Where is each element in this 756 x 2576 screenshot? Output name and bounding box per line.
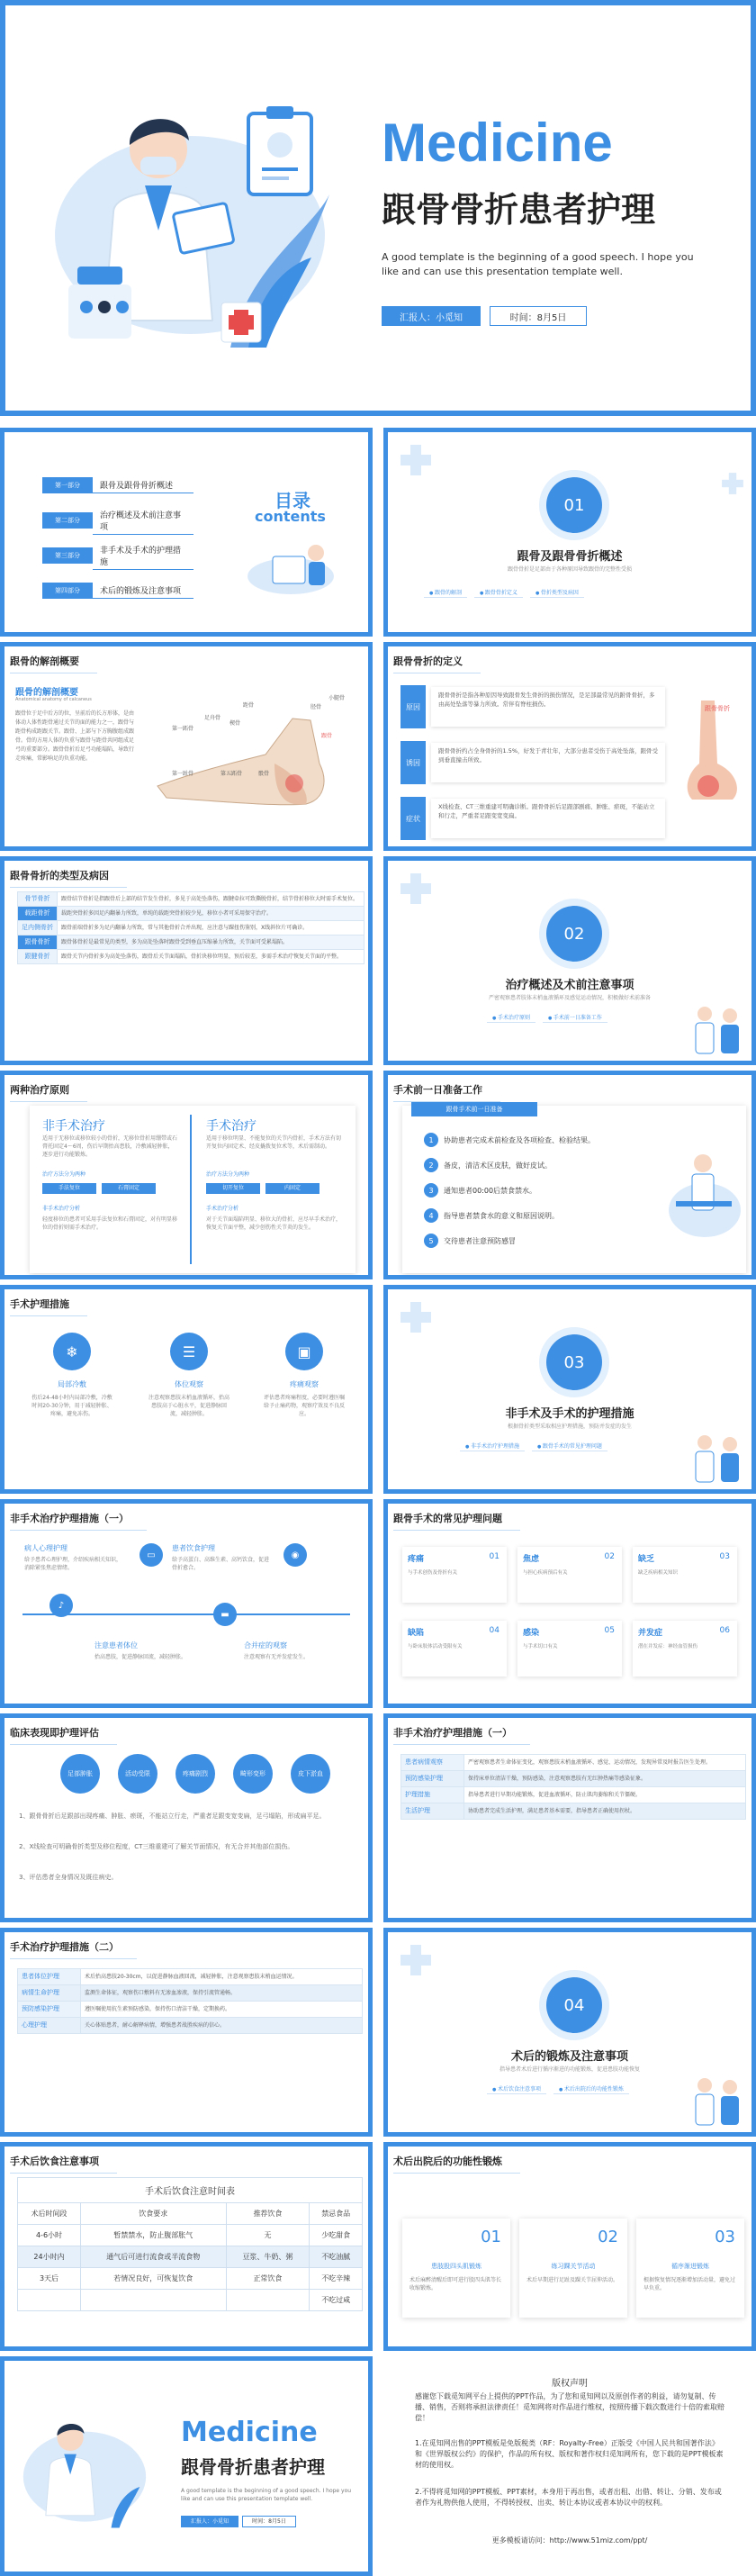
slide-section-03[interactable] bbox=[383, 1285, 756, 1494]
toc-badge: 第三部分 bbox=[42, 547, 93, 564]
problem-card bbox=[633, 1621, 737, 1677]
problem-card bbox=[518, 1547, 622, 1603]
definition-badge: 症状 bbox=[400, 797, 426, 840]
measure-title: 体位观察 bbox=[175, 1380, 203, 1388]
problem-card bbox=[633, 1547, 737, 1603]
exercise-text: 根据恢复情况逐渐增加活动量，避免过早负重。 bbox=[644, 2277, 736, 2291]
bone-label: 足舟骨 bbox=[204, 715, 221, 721]
problem-number: 06 bbox=[719, 1626, 730, 1635]
table-cell: 24小时内 bbox=[18, 2246, 81, 2268]
symptom-bubble: 活动受限 bbox=[118, 1754, 158, 1794]
slide-header: 非手术治疗护理措施（一） bbox=[393, 1727, 512, 1739]
step-text: 协助患者完成术前检查及各项检查、检验结果。 bbox=[444, 1135, 595, 1144]
slide-header: 两种治疗原则 bbox=[10, 1084, 69, 1096]
section-subtitle: 根据骨折类型采取相应护理措施，预防并发症的发生 bbox=[507, 1424, 632, 1430]
cover-title-en: Medicine bbox=[382, 113, 613, 173]
anatomy-title: 跟骨的解剖概要 bbox=[15, 688, 78, 698]
section-title: 术后的锻炼及注意事项 bbox=[510, 2050, 628, 2064]
table-row bbox=[401, 1771, 746, 1787]
slide-section-01[interactable] bbox=[383, 428, 756, 637]
tag: ● 手术前一日准备工作 bbox=[543, 1012, 608, 1023]
table-cell: 无 bbox=[226, 2225, 310, 2246]
slide-toc[interactable] bbox=[0, 428, 373, 637]
table-cell: 心理护理 bbox=[18, 2018, 81, 2034]
table-cell: 少吃甜食 bbox=[310, 2225, 363, 2246]
image-icon: ▣ bbox=[285, 1333, 323, 1370]
toc-subtitle: contents bbox=[255, 508, 326, 525]
copyright-rule-2: 2.不得将觅知网的PPT模板、PPT素材，本身用于再出售，或者出租、出借、转让、分销、发布或者作为礼物供他人使用，不得转授权、出卖、转让本协议或者本协议中的权利。 bbox=[415, 2488, 722, 2507]
timeline-line bbox=[22, 1613, 350, 1615]
non-surgical-text2: 轻度移位的患者可采用手法复位和石膏固定，对有明显移位的骨折则需手术治疗。 bbox=[42, 1216, 178, 1231]
step-text: 备皮，清洁术区皮肤，做好皮试。 bbox=[444, 1161, 552, 1170]
tag: ● 非手术治疗护理措施 bbox=[460, 1441, 525, 1451]
copyright-title: 版权声明 bbox=[552, 2379, 588, 2389]
foot-bone-illustration bbox=[140, 700, 356, 836]
cross-decor bbox=[722, 473, 743, 494]
section-tags bbox=[424, 587, 584, 598]
preop-step: 5 交待患者注意预防感冒 bbox=[424, 1234, 516, 1248]
table-cell: 协助患者完成生活护理，满足患者基本需要，指导患者正确使用拐杖。 bbox=[464, 1803, 746, 1820]
cover-time: 时间：8月5日 bbox=[490, 306, 587, 326]
table-title: 手术后饮食注意时间表 bbox=[18, 2178, 363, 2203]
table-cell: 不吃油腻 bbox=[310, 2246, 363, 2268]
bone-label: 楔骨 bbox=[230, 720, 241, 727]
table-cell: 骨节骨折 bbox=[18, 892, 58, 907]
table-cell: 豆浆、牛奶、粥 bbox=[226, 2246, 310, 2268]
table-cell: 4-6小时 bbox=[18, 2225, 81, 2246]
toc-label: 治疗概述及术前注意事项 bbox=[93, 507, 194, 535]
section-title: 治疗概述及术前注意事项 bbox=[505, 979, 634, 992]
column-header: 术后时间段 bbox=[18, 2203, 81, 2225]
table-row bbox=[18, 935, 364, 950]
table-cell: 不吃过咸 bbox=[310, 2290, 363, 2311]
section-number: 03 bbox=[546, 1334, 602, 1390]
table-cell: 生活护理 bbox=[401, 1803, 464, 1820]
bone-label: 第五跖骨 bbox=[220, 771, 243, 777]
problem-card bbox=[518, 1621, 622, 1677]
tag: ● 手术治疗原则 bbox=[487, 1012, 536, 1023]
slide-clinical[interactable] bbox=[0, 1713, 373, 1922]
exercise-text: 术后麻醉清醒后即可进行股四头肌等长收缩锻炼。 bbox=[410, 2277, 502, 2291]
nonop-node-title: 病人心理护理 bbox=[24, 1544, 68, 1552]
bone-label: 距骨 bbox=[243, 702, 255, 709]
table-cell: 护理措施 bbox=[401, 1787, 464, 1803]
nonop-node-title: 注意患者体位 bbox=[94, 1641, 138, 1650]
problem-number: 05 bbox=[604, 1626, 615, 1635]
slide-final[interactable] bbox=[0, 2356, 373, 2576]
section-tags bbox=[487, 2083, 629, 2094]
non-surgical-title: 非手术治疗 bbox=[42, 1119, 105, 1134]
exercise-text: 术后早期进行足趾及踝关节屈伸活动。 bbox=[526, 2277, 619, 2283]
exercise-title: 患肢股四头肌锻炼 bbox=[431, 2263, 482, 2270]
slide-anatomy[interactable] bbox=[0, 642, 373, 851]
tag: ● 骨折类型及病因 bbox=[530, 587, 584, 598]
problem-title: 焦虑 bbox=[523, 1555, 540, 1564]
table-row bbox=[18, 1969, 363, 1985]
table-title-row bbox=[18, 2178, 363, 2203]
slide-section-02[interactable] bbox=[383, 856, 756, 1065]
bone-label: 胫骨 bbox=[310, 704, 322, 710]
clipboard-icon: ☰ bbox=[170, 1333, 208, 1370]
symptom-bubble: 疼痛剧烈 bbox=[176, 1754, 215, 1794]
clinical-text: 2、X线检查可明确骨折类型及移位程度，CT三维重建可了解关节面情况，有无合并其他部位损伤。 bbox=[19, 1843, 294, 1850]
slide-header: 跟骨骨折的类型及病因 bbox=[10, 870, 109, 881]
slide-problems[interactable] bbox=[383, 1499, 756, 1708]
problem-number: 01 bbox=[489, 1552, 500, 1561]
slide-exercise[interactable] bbox=[383, 2142, 756, 2351]
non-surgical-sub2: 非手术治疗分析 bbox=[42, 1206, 81, 1212]
tag: ● 跟骨骨折定义 bbox=[474, 587, 523, 598]
nurse-illustration bbox=[246, 531, 336, 594]
toc-label: 跟骨及跟骨骨折概述 bbox=[93, 477, 194, 493]
table-cell: 正常饮食 bbox=[226, 2268, 310, 2290]
table-row bbox=[401, 1787, 746, 1803]
problem-text: 与手术切口有关 bbox=[523, 1644, 558, 1650]
table-cell: 患者体位护理 bbox=[18, 1969, 81, 1985]
non-surgical-text: 适用于无移位或移位较小的骨折，无移位骨折用绷带或石膏托固定4～6周，伤后早期抬高患肢，冷敷减轻肿胀，逐步进行功能锻炼。 bbox=[42, 1135, 178, 1158]
section-subtitle: 严密观察患者肢体末梢血液循环及感觉运动情况，积极做好术前准备 bbox=[488, 995, 651, 1001]
definition-row bbox=[400, 681, 665, 733]
table-row bbox=[18, 2018, 363, 2034]
problem-number: 02 bbox=[604, 1552, 615, 1561]
principles-card bbox=[30, 1106, 356, 1273]
tag: ● 跟骨的解剖 bbox=[424, 587, 467, 598]
definition-text: 跟骨骨折是指各种原因导致跟骨发生骨折的损伤情况，是足部最常见的跗骨骨折，多由高处坠落等暴力所致。常伴有脊柱损伤。 bbox=[431, 687, 665, 727]
table-cell: 关心体贴患者，耐心解释病情，增强患者战胜疾病的信心。 bbox=[81, 2018, 363, 2034]
bone-label: 骰骨 bbox=[258, 771, 270, 777]
table-cell: 载距突骨折多因足内翻暴力所致，单纯的载距突骨折较少见，移位小者可采用保守治疗。 bbox=[58, 907, 364, 921]
table-cell: 保持床单位清洁干燥，预防感染，注意观察患肢有无红肿热痛等感染征象。 bbox=[464, 1771, 746, 1787]
toc-item[interactable] bbox=[42, 583, 194, 599]
slide-header: 手术护理措施 bbox=[10, 1298, 69, 1310]
toc-title: 目录 bbox=[274, 490, 310, 511]
nurses-illustration bbox=[685, 2067, 748, 2130]
preop-card-title: 跟骨手术前一日准备 bbox=[411, 1102, 537, 1116]
toc-item[interactable] bbox=[42, 511, 194, 532]
slide-definition[interactable] bbox=[383, 642, 756, 851]
snowflake-icon: ❄ bbox=[53, 1333, 91, 1370]
surgical-method: 切开复位 bbox=[206, 1183, 260, 1194]
slide-header: 手术前一日准备工作 bbox=[393, 1084, 482, 1096]
monitor-icon: ▭ bbox=[140, 1543, 163, 1567]
surgical-sub2: 手术治疗分析 bbox=[206, 1206, 239, 1212]
bone-label: 第一跖骨 bbox=[172, 726, 194, 732]
slide-diet[interactable] bbox=[0, 2142, 373, 2351]
tag: ● 跟骨手术的常见护理问题 bbox=[532, 1441, 608, 1451]
section-tags bbox=[460, 1441, 608, 1451]
measure-text: 注意观察患肢末梢血液循环，抬高患肢高于心脏水平，促进静脉回流，减轻肿胀。 bbox=[148, 1395, 230, 1417]
table-cell: 病情生命护理 bbox=[18, 1985, 81, 2002]
nurses-illustration bbox=[685, 1424, 748, 1487]
slide-fracture-types[interactable] bbox=[0, 856, 373, 1065]
step-text: 指导患者禁食水的意义和原因说明。 bbox=[444, 1211, 559, 1220]
doctor-desk-illustration bbox=[667, 1138, 742, 1237]
symptom-bubble: 畸形变形 bbox=[233, 1754, 273, 1794]
slide-preop[interactable] bbox=[383, 1071, 756, 1279]
step-text: 通知患者00:00后禁食禁水。 bbox=[444, 1186, 537, 1195]
table-cell: 跟骨体骨折是最常见的类型，多为高处坠落时跟骨受到垂直压缩暴力所致，关节面可受累塌陷。 bbox=[58, 935, 364, 950]
section-title: 非手术及手术的护理措施 bbox=[505, 1407, 634, 1421]
care-table bbox=[400, 1754, 746, 1820]
speaker-icon: ♪ bbox=[50, 1594, 73, 1617]
exercise-number: 01 bbox=[481, 2228, 501, 2246]
nonop-node-title: 合并症的观察 bbox=[244, 1641, 287, 1650]
problem-title: 并发症 bbox=[638, 1629, 663, 1638]
table-row bbox=[18, 2225, 363, 2246]
slide-nonop2[interactable] bbox=[383, 1713, 756, 1922]
slide-principles[interactable] bbox=[0, 1071, 373, 1279]
table-cell: 跟骨关节内骨折多为高处坠落伤，跟骨后关节面塌陷，骨折块移位明显，预后较差，多需手术治疗恢复关节面的平整。 bbox=[58, 950, 364, 964]
divider bbox=[190, 1115, 192, 1264]
table-row bbox=[18, 921, 364, 935]
table-cell: 遵医嘱使用抗生素预防感染，保持伤口清洁干燥，定期换药。 bbox=[81, 2002, 363, 2018]
cup-icon: ◉ bbox=[284, 1543, 307, 1567]
table-cell: 监测生命体征，观察伤口敷料有无渗血渗液，保持引流管通畅。 bbox=[81, 1985, 363, 2002]
non-surgical-method: 石膏固定 bbox=[102, 1183, 156, 1194]
toc-item[interactable] bbox=[42, 546, 194, 567]
problem-text: 与卧床肢体活动受限有关 bbox=[408, 1644, 463, 1650]
section-subtitle: 指导患者术后进行循序渐进的功能锻炼，促进患肢功能恢复 bbox=[499, 2066, 640, 2073]
table-row bbox=[401, 1755, 746, 1771]
problem-text: 缺乏疾病相关知识 bbox=[638, 1570, 679, 1576]
exercise-number: 03 bbox=[715, 2228, 735, 2246]
table-cell: 通气后可进行流食或半流食物 bbox=[81, 2246, 226, 2268]
problem-card bbox=[402, 1621, 507, 1677]
nonop-node-text: 注意观察有无并发症发生。 bbox=[244, 1654, 310, 1660]
toc-label: 术后的锻炼及注意事项 bbox=[93, 583, 194, 599]
final-title-cn: 跟骨骨折患者护理 bbox=[181, 2456, 325, 2478]
table-cell: 术后抬高患肢20-30cm，以促进静脉血液回流，减轻肿胀，注意观察患肢末梢血运情况。 bbox=[81, 1969, 363, 1985]
nonop-node-text: 给予患者心理护理，介绍疾病相关知识，消除紧张焦虑情绪。 bbox=[24, 1557, 122, 1571]
section-tags bbox=[487, 1012, 608, 1023]
section-subtitle: 跟骨骨折是足部由于各种原因导致跟骨的完整性受损 bbox=[507, 566, 632, 573]
exercise-card bbox=[519, 2219, 627, 2318]
slide-header: 手术治疗护理措施（二） bbox=[10, 1941, 119, 1953]
tag: ● 术后饮食注意事项 bbox=[487, 2083, 546, 2094]
definition-row bbox=[400, 792, 665, 845]
definition-badge: 诱因 bbox=[400, 741, 426, 784]
slide-section-04[interactable] bbox=[383, 1928, 756, 2137]
table-row bbox=[18, 907, 364, 921]
slide-header: 临床表现即护理评估 bbox=[10, 1727, 99, 1739]
table-cell: 指导患者进行早期功能锻炼，促进血液循环，防止肌肉萎缩和关节僵硬。 bbox=[464, 1787, 746, 1803]
copyright-link[interactable]: 更多模板请访问：http://www.51miz.com/ppt/ bbox=[491, 2536, 648, 2544]
toc-badge: 第二部分 bbox=[42, 512, 93, 529]
non-surgical-method: 手法复位 bbox=[42, 1183, 96, 1194]
slide-header: 非手术治疗护理措施（一） bbox=[10, 1513, 129, 1524]
surgical-title: 手术治疗 bbox=[206, 1119, 256, 1134]
column-header: 禁忌食品 bbox=[310, 2203, 363, 2225]
table-cell: 预防感染护理 bbox=[401, 1771, 464, 1787]
problem-text: 与手术创伤及骨折有关 bbox=[408, 1570, 458, 1576]
final-time: 时间：8月5日 bbox=[242, 2516, 296, 2527]
exercise-title: 练习踝关节活动 bbox=[551, 2263, 596, 2270]
problem-title: 缺乏 bbox=[638, 1555, 655, 1564]
final-reporter: 汇报人：小觅知 bbox=[181, 2516, 238, 2527]
definition-text: X线检查、CT三维重建可明确诊断。跟骨骨折后足跟部剧痛、肿胀、瘀斑，不能站立和行走，严重者足跟变宽变扁。 bbox=[431, 799, 665, 838]
table-row bbox=[18, 2246, 363, 2268]
doctor-illustration-small bbox=[17, 2388, 152, 2541]
table-row bbox=[18, 950, 364, 964]
problem-number: 03 bbox=[719, 1552, 730, 1561]
problem-title: 缺陷 bbox=[408, 1629, 425, 1638]
table-cell: 跟腱骨折 bbox=[18, 950, 58, 964]
section-number: 04 bbox=[546, 1977, 602, 2033]
slide-header: 跟骨骨折的定义 bbox=[393, 655, 463, 667]
column-header: 饮食要求 bbox=[81, 2203, 226, 2225]
slide-copyright[interactable] bbox=[383, 2356, 756, 2576]
postop-table bbox=[17, 1968, 363, 2034]
bone-label: 第一趾骨 bbox=[172, 771, 194, 777]
cross-decor bbox=[400, 1945, 431, 1975]
clinical-text: 3、评估患者全身情况及既往病史。 bbox=[19, 1874, 118, 1881]
exercise-number: 02 bbox=[598, 2228, 618, 2246]
preop-step: 4 指导患者禁食水的意义和原因说明。 bbox=[424, 1208, 559, 1223]
slide-header: 跟骨手术的常见护理问题 bbox=[393, 1513, 502, 1524]
table-row bbox=[18, 2002, 363, 2018]
doctor-illustration bbox=[41, 59, 338, 357]
surgical-method: 内固定 bbox=[266, 1183, 320, 1194]
table-cell: 预防感染护理 bbox=[18, 2002, 81, 2018]
nurses-illustration bbox=[685, 996, 748, 1059]
table-cell: 不吃辛辣 bbox=[310, 2268, 363, 2290]
symptom-bubble: 足部肿胀 bbox=[60, 1754, 100, 1794]
final-tagline: A good template is the beginning of a good speech. I hope you like and can use this presentation template well. bbox=[181, 2488, 352, 2502]
column-header: 推荐饮食 bbox=[226, 2203, 310, 2225]
definition-badge: 原因 bbox=[400, 685, 426, 728]
table-row bbox=[401, 1803, 746, 1820]
measure-text: 评估患者疼痛程度，必要时遵医嘱给予止痛药物，观察疗效及不良反应。 bbox=[263, 1395, 345, 1417]
nonop-node-text: 给予高蛋白、高维生素、高钙饮食，促进骨折愈合。 bbox=[172, 1557, 270, 1571]
problem-title: 感染 bbox=[523, 1629, 540, 1638]
toc-badge: 第一部分 bbox=[42, 477, 93, 493]
problem-card bbox=[402, 1547, 507, 1603]
heel-label: 跟骨骨折 bbox=[705, 705, 730, 712]
exercise-card bbox=[636, 2219, 744, 2318]
surgical-text: 适用于移位明显、不能复位的关节内骨折，手术方法有切开复位内固定术、经皮撬拨复位术等，术后需制动。 bbox=[206, 1135, 342, 1150]
step-text: 交待患者注意预防感冒 bbox=[444, 1236, 516, 1245]
slide-nonop[interactable] bbox=[0, 1499, 373, 1708]
bone-label: 跟骨 bbox=[321, 733, 333, 739]
tag: ● 术后出院后的功能性锻炼 bbox=[554, 2083, 629, 2094]
cross-decor bbox=[400, 445, 431, 475]
fracture-types-table bbox=[17, 891, 364, 964]
cross-decor bbox=[400, 873, 431, 904]
preop-step: 2 备皮，清洁术区皮肤，做好皮试。 bbox=[424, 1158, 552, 1172]
section-number: 02 bbox=[546, 906, 602, 962]
table-cell bbox=[18, 2290, 81, 2311]
table-cell: 跟骨前端骨折多为足内翻暴力所致，常与其他骨折合并出现，应注意与踝扭伤鉴别，X线斜位片可确诊。 bbox=[58, 921, 364, 935]
definition-text: 跟骨骨折约占全身骨折的1.5%，好发于青壮年，大部分患者受伤于高处坠落，跟骨受到垂直撞击所致。 bbox=[431, 743, 665, 782]
bed-icon: ▬ bbox=[213, 1603, 237, 1626]
table-cell bbox=[81, 2290, 226, 2311]
toc-badge: 第四部分 bbox=[42, 583, 93, 599]
anatomy-subtitle: Anatomical anatomy of calcaneus bbox=[15, 697, 92, 702]
final-title-en: Medicine bbox=[181, 2417, 318, 2448]
surgical-sub1: 治疗方法分为两种 bbox=[206, 1171, 250, 1178]
problem-title: 疼痛 bbox=[408, 1555, 425, 1564]
table-cell: 严密观察患者生命体征变化，观察患肢末梢血液循环、感觉、运动情况，发现异常及时报告医生处理。 bbox=[464, 1755, 746, 1771]
table-cell: 跟骨骨折 bbox=[18, 935, 58, 950]
table-cell: 载距骨折 bbox=[18, 907, 58, 921]
table-row bbox=[18, 1985, 363, 2002]
measure-text: 伤后24-48小时内局部冷敷，冷敷时间20-30分钟，用于减轻肿胀、疼痛，避免冻伤。 bbox=[32, 1395, 112, 1417]
problem-number: 04 bbox=[489, 1626, 500, 1635]
copyright-text: 感谢您下载觅知网平台上提供的PPT作品，为了您和觅知网以及原创作者的利益，请勿复制、传播、销售，否则将承担法律责任！觅知网将对作品进行维权，按照传播下载次数进行十倍的索取赔偿！ bbox=[415, 2392, 724, 2422]
table-row bbox=[18, 892, 364, 907]
cover-tagline: A good template is the beginning of a good speech. I hope you like and can use this presentation template well. bbox=[382, 251, 694, 277]
slide-measures[interactable] bbox=[0, 1285, 373, 1494]
table-cell: 若情况良好，可恢复饮食 bbox=[81, 2268, 226, 2290]
table-cell: 3天后 bbox=[18, 2268, 81, 2290]
table-cell: 足内侧骨折 bbox=[18, 921, 58, 935]
table-cell: 患者病情观察 bbox=[401, 1755, 464, 1771]
diet-table bbox=[17, 2177, 363, 2311]
bone-label: 小腿骨 bbox=[328, 695, 346, 701]
preop-step: 3 通知患者00:00后禁食禁水。 bbox=[424, 1183, 536, 1198]
definition-row bbox=[400, 737, 665, 789]
table-cell bbox=[226, 2290, 310, 2311]
problem-text: 与担心疾病预后有关 bbox=[523, 1570, 568, 1576]
section-title: 跟骨及跟骨骨折概述 bbox=[517, 550, 623, 564]
cross-decor bbox=[400, 1302, 431, 1333]
table-cell: 跟骨结节骨折是指跟骨后上部的结节发生骨折，多见于高处坠落伤，跟腱牵拉可致撕脱骨折，结节骨折移位大时需手术复位。 bbox=[58, 892, 364, 907]
nonop-node-title: 患者饮食护理 bbox=[172, 1544, 215, 1552]
measure-title: 局部冷敷 bbox=[58, 1380, 86, 1388]
cover-reporter: 汇报人：小觅知 bbox=[382, 306, 481, 326]
cover-illustration bbox=[41, 59, 338, 357]
surgical-text2: 对于关节面塌陷明显、移位大的骨折，应尽早手术治疗，恢复关节面平整，减少创伤性关节炎的发生。 bbox=[206, 1216, 342, 1231]
cover-title-cn: 跟骨骨折患者护理 bbox=[382, 190, 656, 230]
non-surgical-sub1: 治疗方法分为两种 bbox=[42, 1171, 86, 1178]
nonop-node-text: 抬高患肢，促进静脉回流，减轻肿胀。 bbox=[94, 1654, 187, 1660]
table-cell: 暂禁禁水，防止腹部胀气 bbox=[81, 2225, 226, 2246]
slide-postop[interactable] bbox=[0, 1928, 373, 2137]
copyright-rule-1: 1.在觅知网出售的PPT模板是免版税类（RF：Royalty-Free）正版受《中国人民共和国著作法》和《世界版权公约》的保护，作品的所有权、版权和著作权归觅知网所有，您下载的是PPT模板素材的使用权。 bbox=[415, 2439, 724, 2469]
toc-item[interactable] bbox=[42, 477, 194, 493]
problem-text: 潜在并发症：神经血管损伤 bbox=[638, 1644, 698, 1650]
exercise-title: 循序渐进锻炼 bbox=[671, 2263, 709, 2270]
toc-label: 非手术及手术的护理措施 bbox=[93, 542, 194, 570]
preop-step: 1 协助患者完成术前检查及各项检查、检验结果。 bbox=[424, 1133, 595, 1147]
measure-title: 疼痛观察 bbox=[290, 1380, 319, 1388]
heel-illustration bbox=[674, 700, 746, 809]
symptom-bubble: 皮下淤血 bbox=[291, 1754, 330, 1794]
exercise-card bbox=[402, 2219, 510, 2318]
slide-header: 手术后饮食注意事项 bbox=[10, 2156, 99, 2167]
table-row bbox=[18, 2290, 363, 2311]
table-header-row bbox=[18, 2203, 363, 2225]
slide-cover[interactable] bbox=[0, 0, 756, 416]
slide-header: 术后出院后的功能性锻炼 bbox=[393, 2156, 502, 2167]
clinical-text: 1、跟骨骨折后足跟部出现疼痛、肿胀、瘀斑，不能站立行走，严重者足跟变宽变扁，足弓塌陷，形成扁平足。 bbox=[19, 1812, 326, 1820]
slide-header: 跟骨的解剖概要 bbox=[10, 655, 79, 667]
anatomy-text: 跟骨位于足中后方的位，呈前后的长方形体，是由体动人体性距骨通过关节的面的能力之一，跟骨与距骨构成距跟关节。跟骨、上部与下方胸腹组成跟骨。骨的方用人体的负重与跟骨与距骨共同组成足弓的重要部分。跟骨骨折后足弓功能塌陷，导致行走疼痛，常影响足的负重功能。 bbox=[15, 710, 135, 762]
table-row bbox=[18, 2268, 363, 2290]
section-number: 01 bbox=[546, 477, 602, 533]
